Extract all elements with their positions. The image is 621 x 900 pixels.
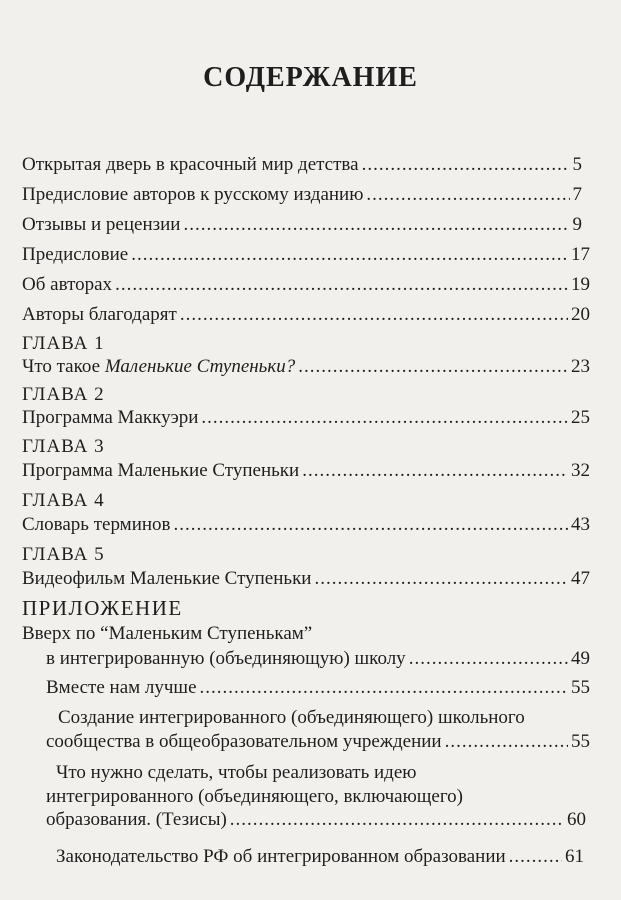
leader-dots: [409, 647, 568, 671]
toc-entry: [22, 303, 590, 327]
toc-entry: [22, 513, 590, 537]
entry-title: Предисловие авторов к русскому изданию: [22, 184, 364, 205]
chapter-heading: ГЛАВА 5: [22, 544, 105, 565]
entry-page: 61: [565, 846, 584, 867]
page-title: СОДЕРЖАНИЕ: [203, 62, 418, 93]
appendix-item-line: Создание интегрированного (объединяющего) школьного: [58, 707, 525, 728]
entry-title: Открытая дверь в красочный мир детства: [22, 154, 359, 175]
toc-entry: [22, 213, 582, 237]
toc-entry: [22, 406, 590, 430]
entry-title: образования. (Тезисы): [46, 809, 227, 830]
entry-page: 55: [571, 731, 590, 752]
entry-title: Авторы благодарят: [22, 304, 177, 325]
entry-title-italic: Маленькие Ступеньки?: [104, 356, 296, 377]
leader-dots: [200, 676, 569, 700]
chapter-heading: ГЛАВА 1: [22, 333, 105, 354]
entry-page: 25: [571, 407, 590, 428]
entry-title-prefix: Что такое: [22, 356, 105, 377]
chapter-heading: ГЛАВА 3: [22, 436, 105, 457]
toc-entry: [46, 676, 590, 700]
toc-entry: [22, 355, 590, 379]
leader-dots: [201, 406, 568, 430]
leader-dots: [174, 513, 568, 537]
entry-title: Законодательство РФ об интегрированном образовании: [56, 846, 506, 867]
entry-title: в интегрированную (объединяющую) школу: [46, 648, 406, 669]
entry-title: Вместе нам лучше: [46, 677, 197, 698]
entry-page: 5: [572, 154, 582, 175]
entry-page: 49: [571, 648, 590, 669]
entry-page: 7: [572, 184, 582, 205]
leader-dots: [298, 355, 568, 379]
entry-page: 43: [571, 514, 590, 535]
leader-dots: [230, 808, 564, 832]
appendix-heading: ПРИЛОЖЕНИЕ: [22, 596, 183, 620]
entry-title: Отзывы и рецензии: [22, 214, 181, 235]
toc-entry: [22, 459, 590, 483]
entry-title: Словарь терминов: [22, 514, 171, 535]
entry-title: Программа Маккуэри: [22, 407, 199, 428]
entry-title: Об авторах: [22, 274, 113, 295]
entry-page: 20: [571, 304, 590, 325]
toc-entry: [22, 273, 590, 297]
entry-page: 32: [571, 460, 590, 481]
chapter-heading: ГЛАВА 2: [22, 384, 105, 405]
toc-entry: [22, 153, 582, 177]
leader-dots: [183, 213, 569, 237]
appendix-item-line: Что нужно сделать, чтобы реализовать идею: [56, 762, 417, 783]
toc-entry: [22, 183, 582, 207]
leader-dots: [180, 303, 568, 327]
entry-title: сообщества в общеобразовательном учреждении: [46, 731, 442, 752]
toc-entry: [46, 808, 586, 832]
entry-page: 17: [571, 244, 590, 265]
entry-title: [22, 355, 295, 379]
leader-dots: [362, 153, 570, 177]
entry-page: 60: [567, 809, 586, 830]
appendix-item-line: интегрированного (объединяющего, включающего): [46, 786, 463, 807]
leader-dots: [445, 730, 568, 754]
entry-page: 23: [571, 356, 590, 377]
toc-entry: [56, 845, 584, 869]
leader-dots: [314, 567, 568, 591]
entry-page: 47: [571, 568, 590, 589]
entry-title: Программа Маленькие Ступеньки: [22, 460, 300, 481]
leader-dots: [509, 845, 562, 869]
entry-page: 19: [571, 274, 590, 295]
appendix-item-line: Вверх по “Маленьким Ступенькам”: [22, 623, 313, 644]
toc-entry: [46, 730, 590, 754]
leader-dots: [366, 183, 569, 207]
leader-dots: [131, 243, 568, 267]
leader-dots: [115, 273, 568, 297]
entry-title: Предисловие: [22, 244, 129, 265]
toc-entry: [22, 243, 590, 267]
entry-title: Видеофильм Маленькие Ступеньки: [22, 568, 312, 589]
toc-entry: [46, 647, 590, 671]
chapter-heading: ГЛАВА 4: [22, 490, 105, 511]
entry-page: 55: [571, 677, 590, 698]
entry-page: 9: [572, 214, 582, 235]
toc-entry: [22, 567, 590, 591]
leader-dots: [302, 459, 568, 483]
